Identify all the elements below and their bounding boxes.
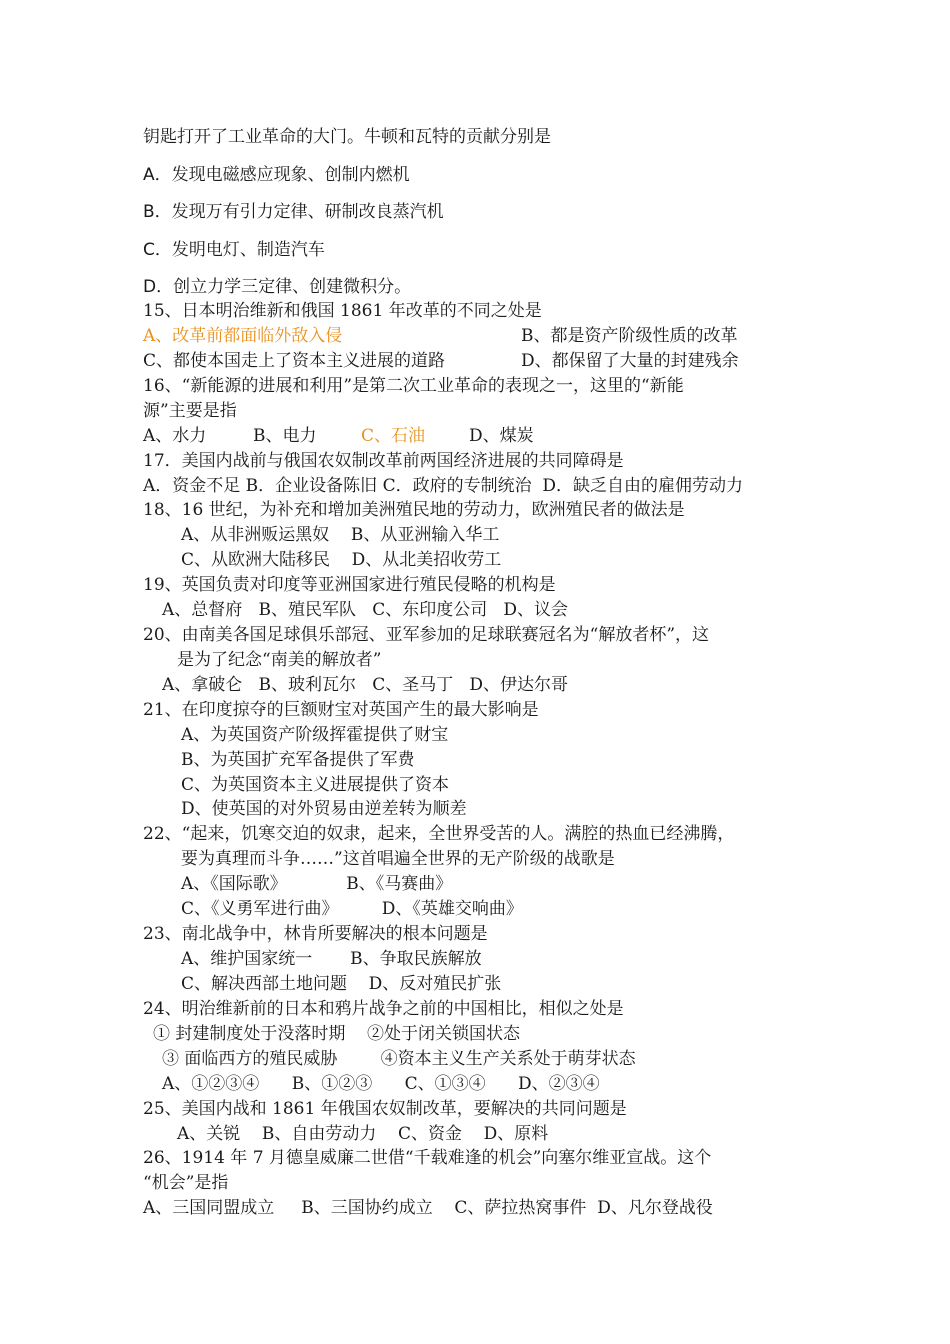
q20-stem-line2: 是为了纪念“南美的解放者” bbox=[177, 650, 382, 670]
q23-stem: 23、南北战争中，林肯所要解决的根本问题是 bbox=[143, 924, 488, 944]
q16-option-a: A、水力 bbox=[143, 426, 207, 446]
q19-options-row1: A、总督府 B、殖民军队 C、东印度公司 D、议会 bbox=[162, 600, 569, 620]
q20-stem-line1: 20、由南美各国足球俱乐部冠、亚军参加的足球联赛冠名为“解放者杯”，这 bbox=[143, 625, 710, 645]
q24-stem: 24、明治维新前的日本和鸦片战争之前的中国相比，相似之处是 bbox=[143, 999, 624, 1019]
q18-options-row1: A、从非洲贩运黑奴 B、从亚洲输入华工 bbox=[181, 525, 500, 545]
q16-option-d: D、煤炭 bbox=[469, 426, 534, 446]
q14-option-a: A．发现电磁感应现象、创制内燃机 bbox=[143, 165, 410, 185]
q18-options-row2: C、从欧洲大陆移民 D、从北美招收劳工 bbox=[181, 550, 502, 570]
q18-stem: 18、16 世纪，为补充和增加美洲殖民地的劳动力，欧洲殖民者的做法是 bbox=[143, 500, 685, 520]
q15-option-d: D、都保留了大量的封建残余 bbox=[521, 351, 739, 371]
q26-stem-line2: “机会”是指 bbox=[143, 1173, 229, 1193]
q26-stem-line1: 26、1914 年 7 月德皇威廉二世借“千载难逢的机会”向塞尔维亚宣战。这个 bbox=[143, 1148, 712, 1168]
q17-stem: 17．美国内战前与俄国农奴制改革前两国经济进展的共同障碍是 bbox=[143, 451, 624, 471]
q23-options-row1: A、维护国家统一 B、争取民族解放 bbox=[181, 949, 482, 969]
q25-stem: 25、美国内战和 1861 年俄国农奴制改革，要解决的共同问题是 bbox=[143, 1099, 627, 1119]
q14-option-c: C．发明电灯、制造汽车 bbox=[143, 240, 325, 260]
q16-option-b: B、电力 bbox=[253, 426, 317, 446]
q20-options-row1: A、拿破仑 B、玻利瓦尔 C、圣马丁 D、伊达尔哥 bbox=[162, 675, 569, 695]
q15-option-c: C、都使本国走上了资本主义进展的道路 bbox=[143, 351, 446, 371]
q14-option-b: B．发现万有引力定律、研制改良蒸汽机 bbox=[143, 202, 444, 222]
q24-items-row2: ③ 面临西方的殖民威胁 ④资本主义生产关系处于萌芽状态 bbox=[162, 1049, 636, 1069]
q21-option-c: C、为英国资本主义进展提供了资本 bbox=[181, 775, 450, 795]
q22-stem-line2: 要为真理而斗争……”这首唱遍全世界的无产阶级的战歌是 bbox=[181, 849, 615, 869]
q16-stem-line2: 源”主要是指 bbox=[143, 401, 237, 421]
q14-option-d: D．创立力学三定律、创建微积分。 bbox=[143, 277, 412, 297]
q15-stem: 15、日本明治维新和俄国 1861 年改革的不同之处是 bbox=[143, 301, 542, 321]
q15-option-a: A、改革前都面临外敌入侵 bbox=[143, 326, 343, 346]
q23-options-row2: C、解决西部土地问题 D、反对殖民扩张 bbox=[181, 974, 502, 994]
q25-options-row1: A、关锐 B、自由劳动力 C、资金 D、原料 bbox=[177, 1124, 549, 1144]
q26-options-row1: A、三国同盟成立 B、三国协约成立 C、萨拉热窝事件 D、凡尔登战役 bbox=[143, 1198, 713, 1218]
q17-options: A．资金不足 B．企业设备陈旧 C．政府的专制统治 D．缺乏自由的雇佣劳动力 bbox=[143, 476, 744, 496]
q15-option-b: B、都是资产阶级性质的改革 bbox=[521, 326, 738, 346]
q21-option-a: A、为英国资产阶级挥霍提供了财宝 bbox=[181, 725, 449, 745]
q19-stem: 19、英国负责对印度等亚洲国家进行殖民侵略的机构是 bbox=[143, 575, 556, 595]
q24-items-row1: ① 封建制度处于没落时期 ②处于闭关锁国状态 bbox=[153, 1024, 521, 1044]
q22-stem-line1: 22、“起来，饥寒交迫的奴隶，起来，全世界受苦的人。满腔的热血已经沸腾， bbox=[143, 824, 735, 844]
q21-option-b: B、为英国扩充军备提供了军费 bbox=[181, 750, 415, 770]
q22-options-row1: A、《国际歌》 B、《马赛曲》 bbox=[181, 874, 453, 894]
q16-option-c: C、石油 bbox=[361, 426, 426, 446]
q16-stem-line1: 16、“新能源的进展和利用”是第二次工业革命的表现之一，这里的“新能 bbox=[143, 376, 684, 396]
q21-stem: 21、在印度掠夺的巨额财宝对英国产生的最大影响是 bbox=[143, 700, 539, 720]
q14-stem-tail: 钥匙打开了工业革命的大门。牛顿和瓦特的贡献分别是 bbox=[143, 127, 551, 147]
q22-options-row2: C、《义勇军进行曲》 D、《英雄交响曲》 bbox=[181, 899, 523, 919]
q24-options-row1: A、①②③④ B、①②③ C、①③④ D、②③④ bbox=[162, 1074, 600, 1094]
q21-option-d: D、使英国的对外贸易由逆差转为顺差 bbox=[181, 799, 467, 819]
